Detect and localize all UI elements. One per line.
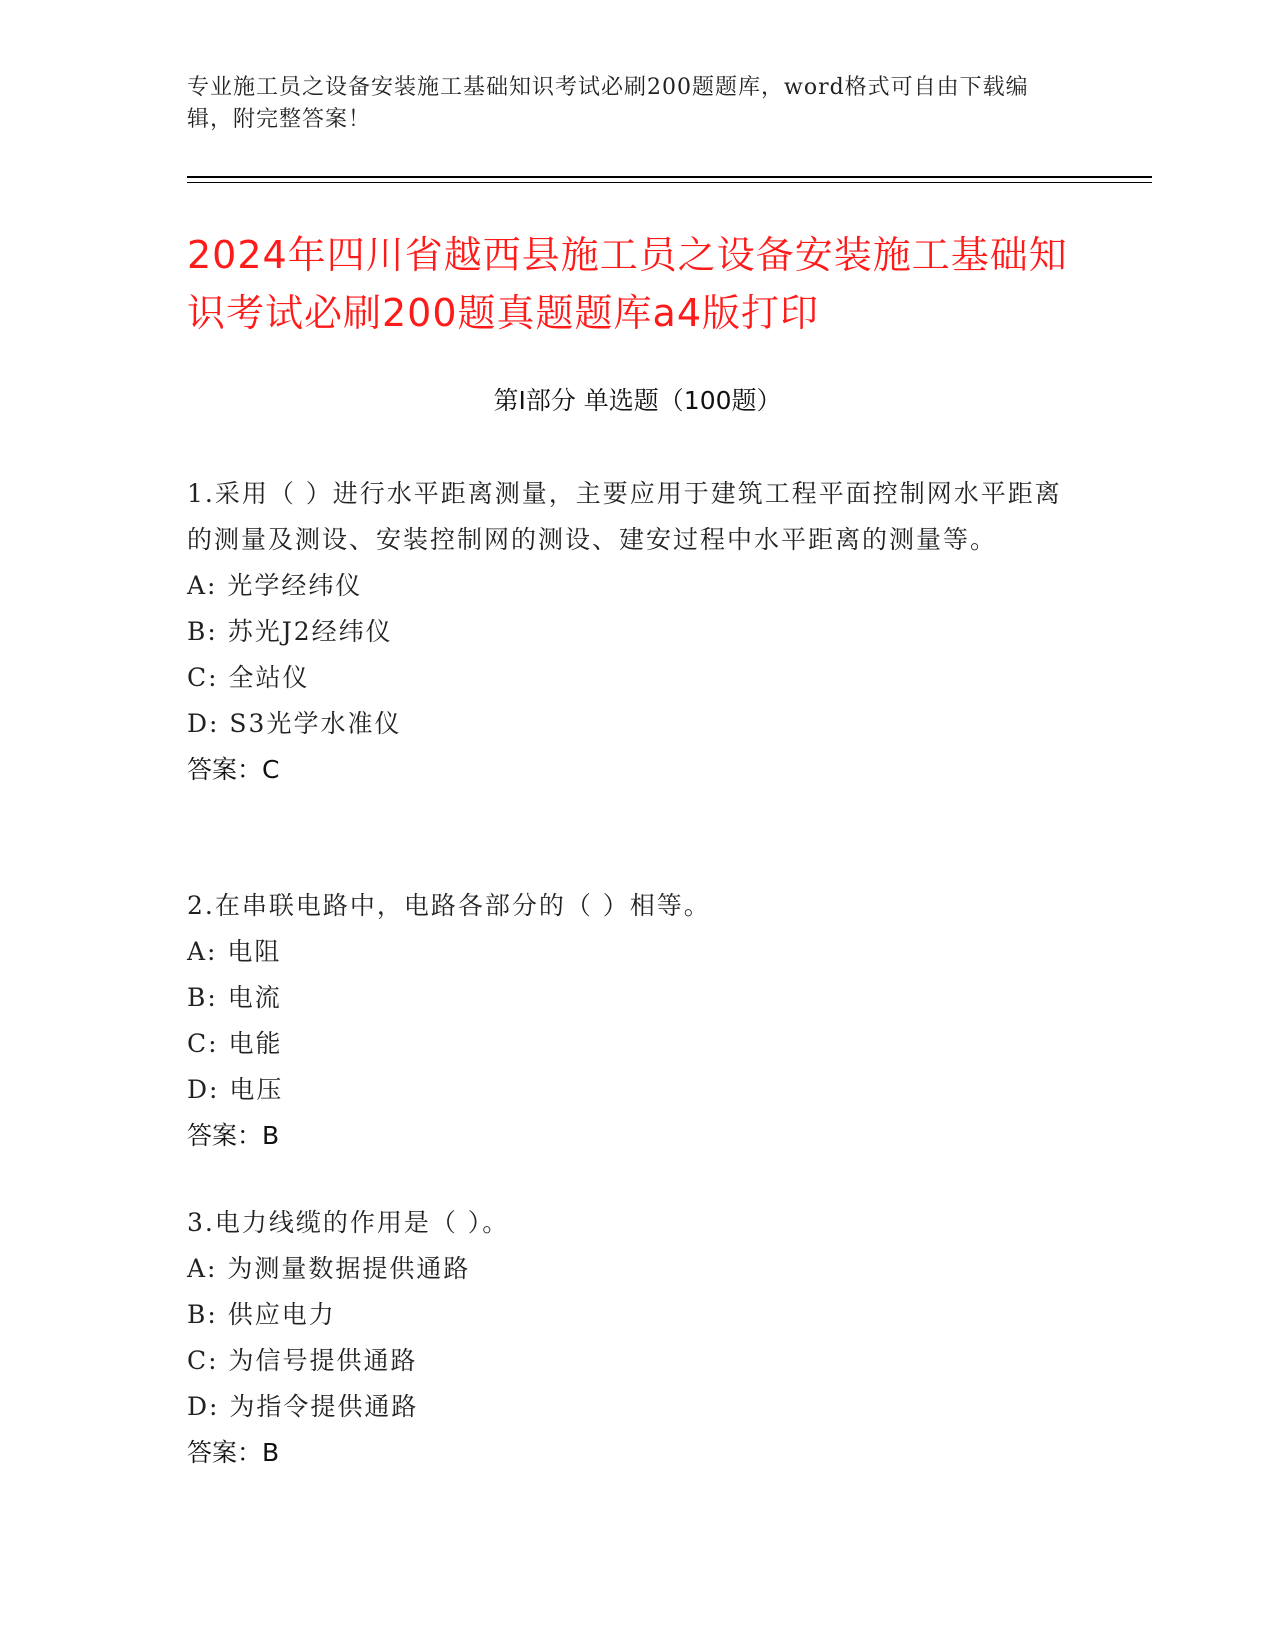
- question-3: [187, 1200, 1067, 1476]
- question-2: [187, 883, 1067, 1159]
- option-d: D: S3光学水准仪: [187, 709, 402, 738]
- option-c: C: 为信号提供通路: [187, 1346, 418, 1375]
- document-title: 2024年四川省越西县施工员之设备安装施工基础知识考试必刷200题真题题库a4版打印: [187, 233, 1068, 335]
- answer-line: 答案：C: [187, 755, 280, 784]
- option-d: D: 电压: [187, 1075, 284, 1104]
- header-note: 专业施工员之设备安装施工基础知识考试必刷200题题库，word格式可自由下载编辑，附完整答案！: [187, 75, 1029, 132]
- header-divider-thick: [187, 176, 1152, 178]
- question-stem: 1.采用（ ）进行水平距离测量，主要应用于建筑工程平面控制网水平距离的测量及测设、安装控制网的测设、建安过程中水平距离的测量等。: [187, 479, 1062, 554]
- answer-line: 答案：B: [187, 1438, 280, 1467]
- option-c: C: 电能: [187, 1029, 283, 1058]
- option-a: A: 光学经纬仪: [187, 571, 363, 600]
- question-stem: 3.电力线缆的作用是（ ）。: [187, 1208, 510, 1237]
- option-b: B: 苏光J2经纬仪: [187, 617, 393, 646]
- option-b: B: 电流: [187, 983, 282, 1012]
- section-title: 第Ⅰ部分 单选题（100题）: [493, 386, 782, 415]
- option-c: C: 全站仪: [187, 663, 310, 692]
- header-divider-thin: [187, 182, 1152, 183]
- option-a: A: 为测量数据提供通路: [187, 1254, 471, 1283]
- question-stem: 2.在串联电路中，电路各部分的（ ）相等。: [187, 891, 711, 920]
- answer-line: 答案：B: [187, 1121, 280, 1150]
- option-a: A: 电阻: [187, 937, 282, 966]
- question-1: [187, 471, 1067, 793]
- option-b: B: 供应电力: [187, 1300, 336, 1329]
- option-d: D: 为指令提供通路: [187, 1392, 419, 1421]
